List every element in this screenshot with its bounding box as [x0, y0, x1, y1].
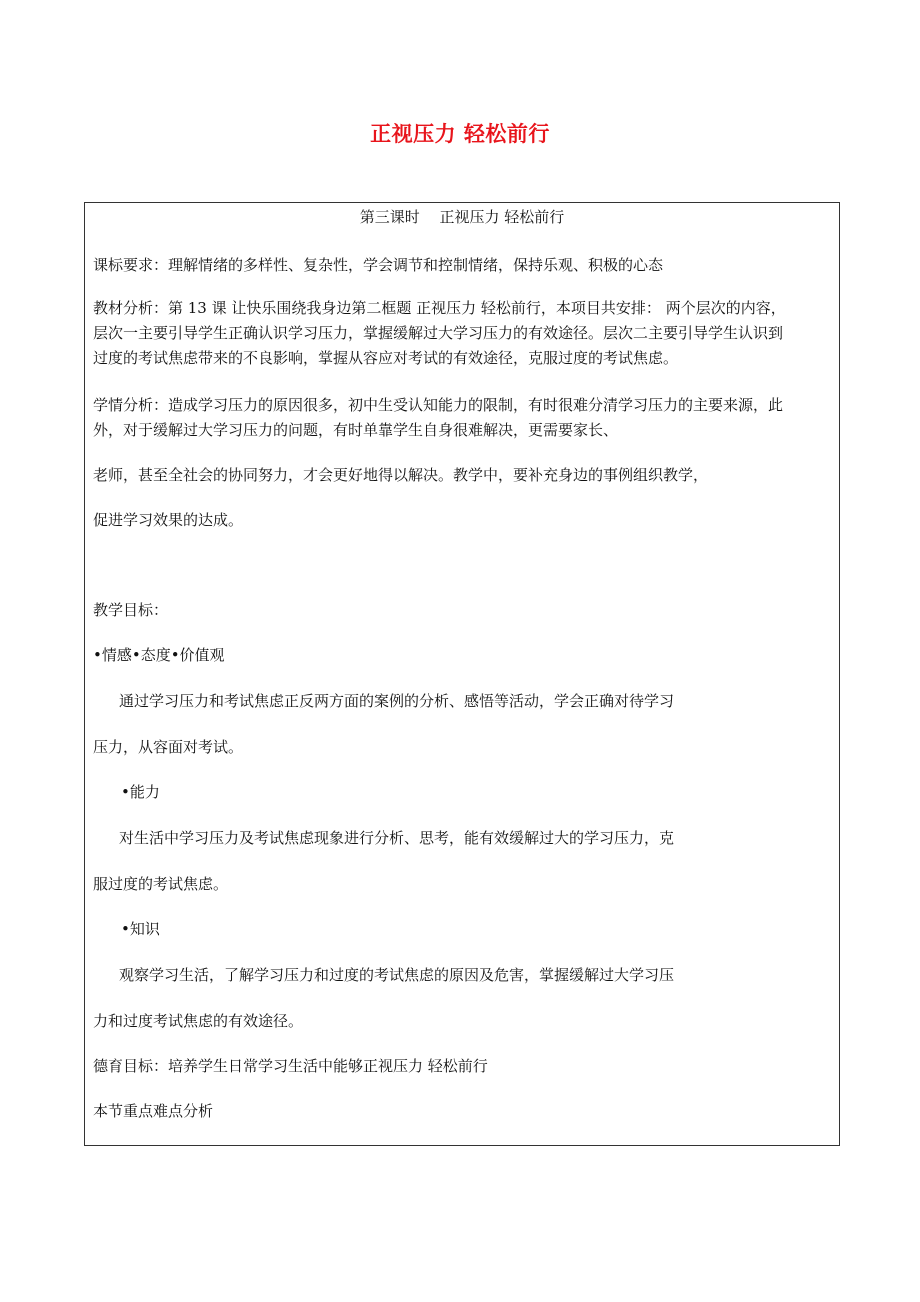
textbook-analysis-line: 过度的考试焦虑带来的不良影响，掌握从容应对考试的有效途径，克服过度的考试焦虑。 [93, 349, 679, 367]
student-analysis-line: 促进学习效果的达成。 [93, 511, 244, 529]
curriculum-requirement: 课标要求：理解情绪的多样性、复杂性，学会调节和控制情绪，保持乐观、积极的心态 [93, 256, 664, 274]
document-title: 正视压力 轻松前行 [370, 122, 550, 146]
goal-ability-text: 对生活中学习压力及考试焦虑现象进行分析、思考，能有效缓解过大的学习压力，克 [119, 829, 675, 847]
goal-knowledge-text: 观察学习生活，了解学习压力和过度的考试焦虑的原因及危害，掌握缓解过大学习压 [119, 966, 675, 984]
teaching-goals-heading: 教学目标： [93, 601, 169, 619]
student-analysis-line: 学情分析：造成学习压力的原因很多，初中生受认知能力的限制，有时很难分清学习压力的主要来源，此 [93, 396, 784, 414]
textbook-analysis-line: 层次一主要引导学生正确认识学习压力，掌握缓解过大学习压力的有效途径。层次二主要引导学生认识到 [93, 324, 784, 342]
goal-ability-heading: •能力 [121, 783, 160, 801]
student-analysis-line: 老师，甚至全社会的协同努力，才会更好地得以解决。教学中，要补充身边的事例组织教学， [93, 466, 709, 484]
moral-goal: 德育目标：培养学生日常学习生活中能够正视压力 轻松前行 [93, 1057, 488, 1075]
goal-knowledge-text: 力和过度考试焦虑的有效途径。 [93, 1012, 304, 1030]
key-points-heading: 本节重点难点分析 [93, 1102, 214, 1120]
goal-emotion-heading: •情感•态度•价值观 [93, 646, 225, 664]
goal-emotion-text: 压力，从容面对考试。 [93, 738, 244, 756]
lesson-heading: 第三课时 正视压力 轻松前行 [359, 208, 565, 226]
textbook-analysis-line: 教材分析：第 13 课 让快乐围绕我身边第二框题 正视压力 轻松前行，本项目共安排： 两个层次的内容， [93, 299, 786, 317]
goal-knowledge-heading: •知识 [121, 920, 160, 938]
goal-ability-text: 服过度的考试焦虑。 [93, 875, 229, 893]
lesson-plan-box [84, 202, 840, 1146]
goal-emotion-text: 通过学习压力和考试焦虑正反两方面的案例的分析、感悟等活动，学会正确对待学习 [119, 692, 675, 710]
student-analysis-line: 外，对于缓解过大学习压力的问题，有时单靠学生自身很难解决，更需要家长、 [93, 421, 619, 439]
